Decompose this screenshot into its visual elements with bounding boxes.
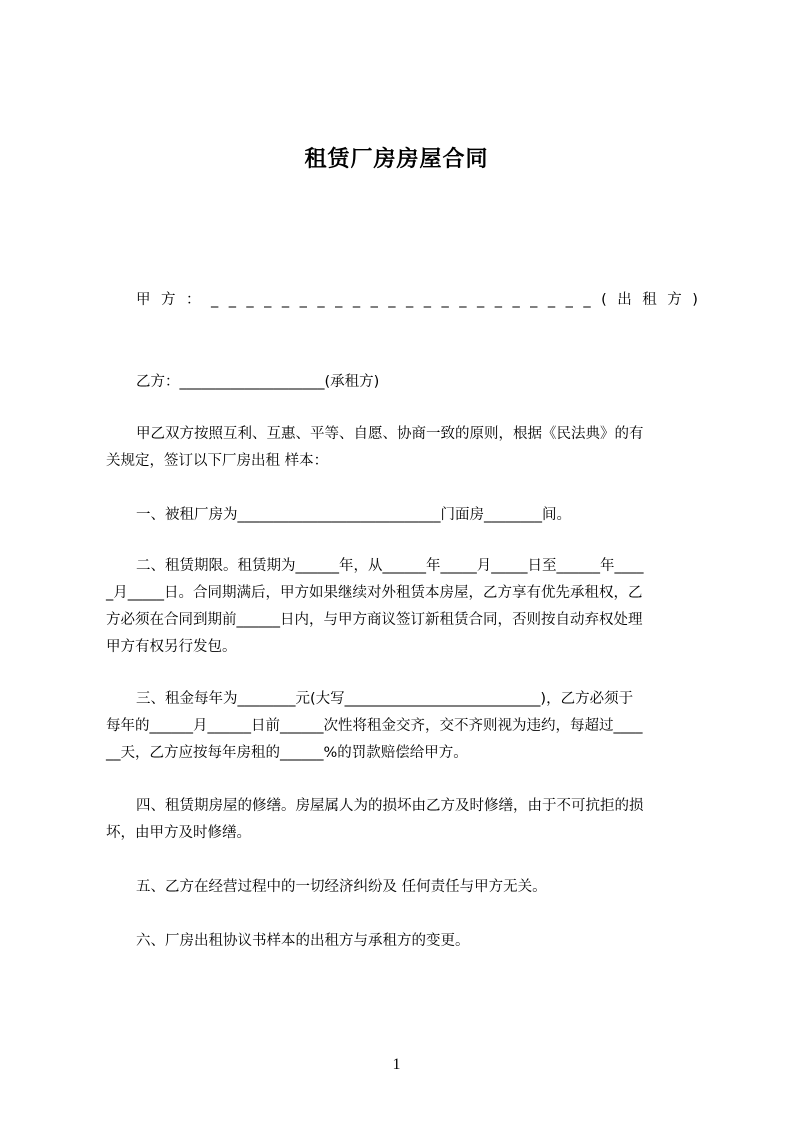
- party-a-char: _: [547, 292, 556, 308]
- party-a-char: ：: [185, 292, 201, 308]
- clause-4-line-1: 四、租赁期房屋的修缮。房屋属人为的损坏由乙方及时修缮，由于不可抗拒的损: [136, 798, 644, 814]
- party-a-char: _: [512, 292, 520, 308]
- party-a-char: 租: [642, 292, 657, 308]
- party-a-char: _: [281, 292, 290, 308]
- party-a-char: 方: [160, 292, 176, 308]
- party-a-char: _: [494, 292, 502, 308]
- party-a-char: _: [476, 292, 485, 308]
- page-number: 1: [392, 1056, 401, 1073]
- clause-2-line-4: 甲方有权另行发包。: [106, 639, 237, 655]
- party-a-char: _: [459, 292, 467, 308]
- party-a-char: _: [317, 292, 325, 308]
- party-a-char: ): [692, 292, 698, 308]
- party-a-char: _: [228, 292, 236, 308]
- party-a-char: 出: [617, 292, 632, 308]
- clause-3-line-1: 三、租金每年为________元(大写___________________________)，乙方必须于: [136, 691, 634, 707]
- party-a-char: _: [335, 292, 343, 308]
- party-a-line: [136, 290, 698, 310]
- party-a-char: _: [352, 292, 361, 308]
- clause-3-line-3: __天，乙方应按每年房租的______%的罚款赔偿给甲方。: [106, 745, 468, 761]
- clause-2-line-2: _月_____日。合同期满后，甲方如果继续对外租赁本房屋，乙方享有优先承租权，乙: [106, 585, 643, 601]
- party-a-char: _: [370, 292, 378, 308]
- party-a-char: _: [264, 292, 272, 308]
- party-a-char: _: [565, 292, 573, 308]
- intro-paragraph-line-1: 甲乙双方按照互利、互惠、平等、自愿、协商一致的原则，根据《民法典》的有: [136, 426, 644, 442]
- party-a-char: (: [601, 292, 607, 308]
- party-a-char: 甲: [136, 292, 151, 308]
- party-a-char: _: [441, 292, 449, 308]
- clause-4-line-2: 坏，由甲方及时修缮。: [106, 825, 251, 841]
- party-a-char: _: [423, 292, 432, 308]
- party-a-char: 方: [667, 292, 682, 308]
- party-a-char: _: [299, 292, 307, 308]
- clause-2-line-3: 方必须在合同到期前______日内，与甲方商议签订新租赁合同，否则按自动弃权处理: [106, 612, 643, 628]
- party-a-char: _: [530, 292, 538, 308]
- clause-5: 五、乙方在经营过程中的一切经济纠纷及 任何责任与甲方无关。: [136, 879, 547, 895]
- clause-1: 一、被租厂房为____________________________门面房________间。: [136, 507, 571, 523]
- party-a-char: _: [583, 292, 591, 308]
- document-title: 租赁厂房房屋合同: [304, 147, 489, 172]
- party-a-char: _: [388, 292, 396, 308]
- party-a-char: _: [406, 292, 414, 308]
- intro-paragraph-line-2: 关规定，签订以下厂房出租 样本：: [106, 453, 329, 469]
- clause-6: 六、厂房出租协议书样本的出租方与承租方的变更。: [136, 933, 470, 949]
- party-a-char: _: [210, 292, 219, 308]
- party-b-line: 乙方：____________________(承租方): [136, 374, 380, 390]
- party-a-char: _: [246, 292, 254, 308]
- clause-3-line-2: 每年的______月______日前______次性将租金交齐，交不齐则视为违约，每超过____: [106, 718, 643, 734]
- clause-2-line-1: 二、租赁期限。租赁期为______年，从______年_____月_____日至______年____: [136, 558, 644, 574]
